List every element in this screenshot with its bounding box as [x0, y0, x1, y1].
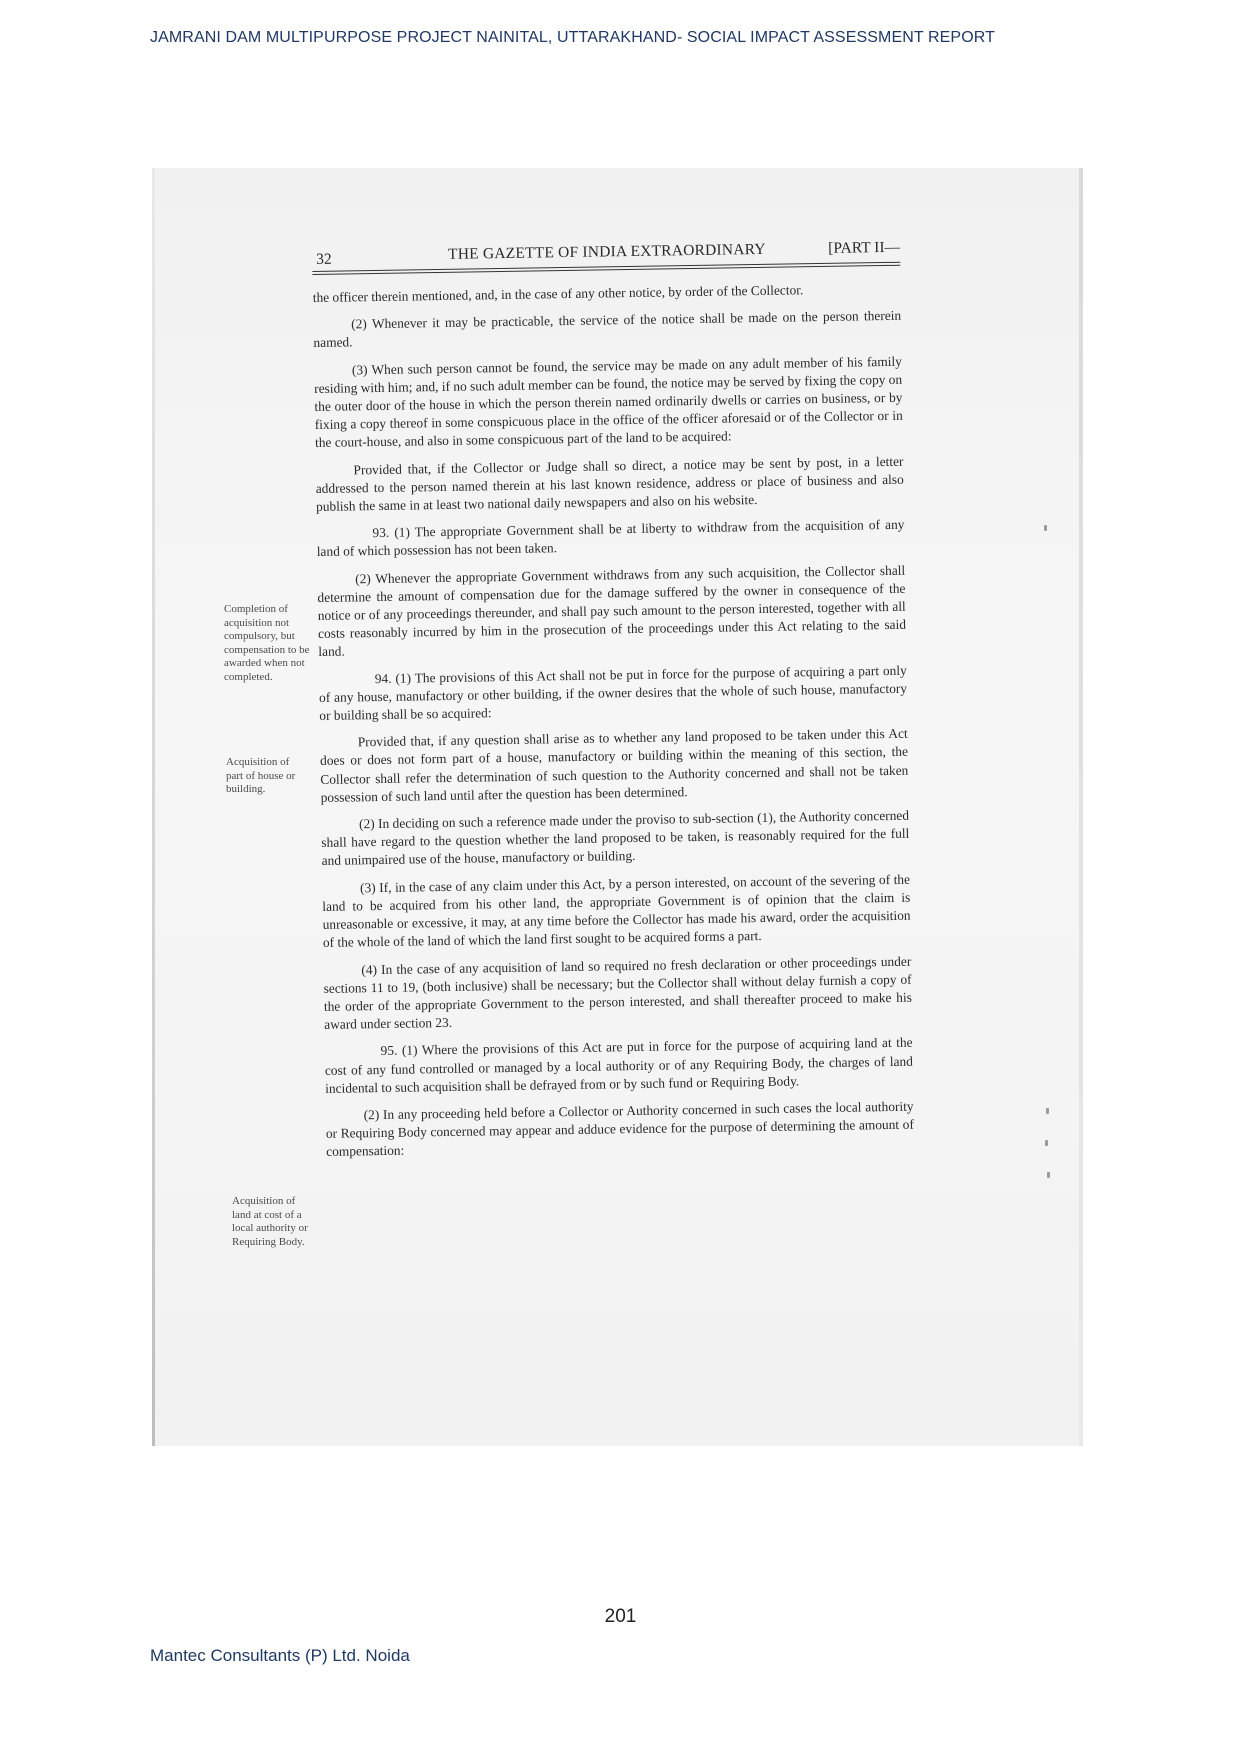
section-95-2: (2) In any proceeding held before a Collector or Authority concerned in such cases the local authority or Requiring Body concerned may appear and adduce evidence for the purpose of determining the amount of compensation:: [325, 1098, 914, 1160]
report-header-title: JAMRANI DAM MULTIPURPOSE PROJECT NAINITAL, UTTARAKHAND- SOCIAL IMPACT ASSESSMENT REPORT: [150, 29, 995, 46]
margin-note-section-94: Acquisition of part of house or building.: [226, 756, 296, 796]
section-93-2: (2) Whenever the appropriate Government withdraws from any such acquisition, the Collector shall determine the amount of compensation due for the damage suffered by the owner in consequence of the notice or of any proceedings thereunder, and shall pay such amount to the person interested, together with all costs reasonably incurred by him in the prosecution of the proceedings under this Act relating to the said land.: [317, 562, 907, 660]
gazette-part: [PART II—: [828, 238, 901, 257]
section-93-1: 93. (1) The appropriate Government shall be at liberty to withdraw from the acquisition of any land of which possession has not been taken.: [316, 516, 905, 560]
scan-speck: [1047, 1172, 1050, 1178]
section-94-2: (2) In deciding on such a reference made under the proviso to sub-section (1), the Authority concerned shall have regard to the question whether the land proposed to be taken, is reasonably required for the full and unimpaired use of the house, manufactory or building.: [321, 807, 910, 869]
gazette-title: THE GAZETTE OF INDIA EXTRAORDINARY: [447, 240, 766, 263]
page-number: 201: [604, 1606, 637, 1627]
scan-right-edge: [1079, 168, 1083, 1446]
paragraph: (3) When such person cannot be found, the service may be made on any adult member of his family residing with him; and, if no such adult member can be found, the notice may be served by fixing the copy on the outer door of the house in which the person therein named ordinarily dwells or carries on business, or by fixing a copy thereof in some conspicuous place in the office of the officer aforesaid or of the Collector or in the court-house, and also in some conspicuous part of the land to be acquired:: [314, 353, 903, 451]
paragraph: Provided that, if the Collector or Judge shall so direct, a notice may be sent by post, in a letter addressed to the person named therein at his last known residence, address or place of business and also publish the same in at least two national daily newspapers and also on his website.: [315, 453, 904, 514]
paragraph: (2) Whenever it may be practicable, the service of the notice shall be made on the person therein named.: [313, 307, 902, 351]
gazette-body: [313, 280, 915, 1162]
gazette-page-number: 32: [316, 250, 332, 268]
paragraph: the officer therein mentioned, and, in the case of any other notice, by order of the Collector.: [312, 282, 804, 305]
section-94-4: (4) In the case of any acquisition of land so required no fresh declaration or other proceedings under sections 11 to 19, (both inclusive) shall be necessary; but the Collector shall without delay furnish a copy of the order of the appropriate Government to the person interested, and shall thereafter proceed to make his award under section 23.: [323, 953, 912, 1033]
section-94-1: 94. (1) The provisions of this Act shall not be put in force for the purpose of acquiring a part only of any house, manufactory or other building, if the owner desires that the whole of such house, manufactory or building shall be so acquired:: [318, 662, 908, 724]
scan-left-edge: [152, 168, 155, 1446]
margin-note-section-93: Completion of acquisition not compulsory, but compensation to be awarded when not completed.: [224, 603, 310, 683]
scan-speck: [1046, 1108, 1049, 1114]
footer-company: Mantec Consultants (P) Ltd. Noida: [150, 1646, 410, 1665]
scan-speck: [1045, 1140, 1048, 1146]
scan-speck: [1044, 525, 1047, 531]
section-95-1: 95. (1) Where the provisions of this Act are put in force for the purpose of acquiring land at the cost of any fund controlled or managed by a local authority or of any Requiring Body, the charges of land incidental to such acquisition shall be defrayed from or by such fund or Requiring Body.: [324, 1034, 913, 1096]
margin-note-section-95: Acquisition of land at cost of a local authority or Requiring Body.: [232, 1195, 308, 1248]
paragraph: Provided that, if any question shall arise as to whether any land proposed to be taken under this Act does or does not form part of a house, manufactory or building within the meaning of this section, the Collector shall refer the determination of such question to the Authority concerned and shall not be taken possession of such land until after the question has been determined.: [319, 725, 909, 805]
gazette-page: [312, 239, 914, 1171]
section-94-3: (3) If, in the case of any claim under this Act, by a person interested, on account of the severing of the land to be acquired from his other land, the appropriate Government is of opinion that the claim is unreasonable or excessive, it may, at any time before the Collector has made his award, order the acquisition of the whole of the land of which the land first sought to be acquired forms a part.: [322, 871, 911, 951]
